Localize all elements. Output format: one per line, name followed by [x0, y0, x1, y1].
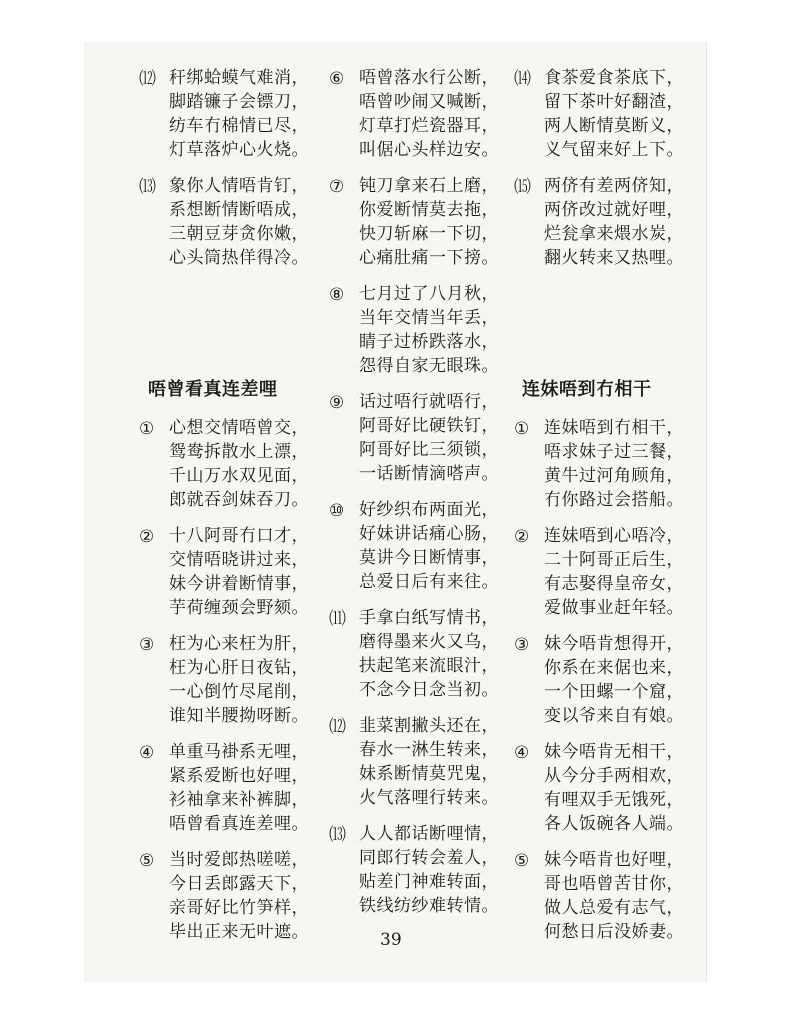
verse-line: 睛子过桥跌落水，: [359, 332, 499, 352]
stanza: [139, 632, 339, 728]
stanza: [514, 524, 714, 620]
verse-line: 留下茶叶好翻渣，: [544, 92, 684, 112]
stanza-number: ⒀: [139, 177, 156, 197]
verse-line: 谁知半腰拗呀断。: [169, 706, 309, 726]
stanza-number: ⑤: [514, 851, 530, 871]
verse-line: 妹今唔肯也好哩，: [544, 850, 684, 870]
stanza-number: ④: [139, 743, 155, 763]
verse-line: 两侪改过就好哩，: [544, 200, 684, 220]
column-right: [514, 66, 714, 282]
verse-line: 两人断情莫断义，: [544, 116, 684, 136]
stanza: [139, 416, 339, 512]
verse-line: 郎就吞剑妹吞刀。: [169, 490, 309, 510]
verse-line: 二十阿哥正后生，: [544, 550, 684, 570]
verse-line: 唔曾落水行公断，: [359, 68, 499, 88]
verse-line: 烂瓮拿来煨水炭，: [544, 224, 684, 244]
verse-line: 一话断情滴嗒声。: [359, 464, 499, 484]
verse-line: 火气落哩行转来。: [359, 788, 499, 808]
verse-line: 十八阿哥冇口才，: [169, 526, 309, 546]
verse-line: 何愁日后没娇妻。: [544, 922, 684, 942]
verse-line: 脚踏镰子会镖刀，: [169, 92, 309, 112]
verse-line: 有志娶得皇帝女，: [544, 574, 684, 594]
verse-line: 三朝豆芽贪你嫩，: [169, 224, 309, 244]
verse-line: 阿哥好比硬铁钉，: [359, 416, 499, 436]
stanza: [139, 848, 339, 944]
verse-line: 七月过了八月秋，: [359, 284, 499, 304]
verse-line: 心想交情唔曾交，: [169, 418, 309, 438]
verse-line: 唔曾吵闹又喊断，: [359, 92, 499, 112]
verse-line: 紧系爱断也好哩，: [169, 766, 309, 786]
column-left: [139, 66, 339, 282]
column-middle: [329, 66, 529, 930]
verse-line: 阿哥好比三须锁，: [359, 440, 499, 460]
stanza: [139, 524, 339, 620]
stanza: [329, 66, 529, 162]
stanza-number: ③: [514, 635, 530, 655]
verse-line: 象你人情唔肯钉，: [169, 176, 309, 196]
stanza: [514, 416, 714, 512]
verse-line: 衫袖拿来补裤脚，: [169, 790, 309, 810]
verse-line: 当时爱郎热嗟嗟，: [169, 850, 309, 870]
stanza-number: ①: [514, 419, 530, 439]
verse-line: 心头筒热佯得冷。: [169, 248, 309, 268]
stanza-number: ⑤: [139, 851, 155, 871]
stanza-number: ⑨: [329, 393, 345, 413]
stanza: [329, 174, 529, 270]
stanza-number: ⑾: [329, 609, 346, 629]
verse-line: 好妹讲话痛心肠，: [359, 524, 499, 544]
verse-line: 枉为心肝日夜钻，: [169, 658, 309, 678]
stanza-number: ⑿: [139, 69, 156, 89]
verse-line: 义气留来好上下。: [544, 140, 684, 160]
verse-line: 毕出正来无叶遮。: [169, 922, 309, 942]
verse-line: 快刀斩麻一下切，: [359, 224, 499, 244]
verse-line: 两侪有差两侪知，: [544, 176, 684, 196]
verse-line: 心痛肚痛一下搒。: [359, 248, 499, 268]
stanza-number: ④: [514, 743, 530, 763]
stanza: [514, 848, 714, 944]
verse-line: 食茶爱食茶底下，: [544, 68, 684, 88]
stanza: [514, 174, 714, 270]
stanza: [514, 740, 714, 836]
column-left-lower: [139, 416, 339, 956]
verse-line: 亲哥好比竹笋样，: [169, 898, 309, 918]
verse-line: 你系在来倨也来，: [544, 658, 684, 678]
verse-line: 手拿白纸写情书，: [359, 608, 499, 628]
stanza-number: ⒀: [329, 825, 346, 845]
stanza-number: ⑿: [329, 717, 346, 737]
verse-line: 纺车冇棉情已尽，: [169, 116, 309, 136]
verse-line: 钝刀拿来石上磨，: [359, 176, 499, 196]
stanza: [139, 740, 339, 836]
column-right-lower: [514, 416, 714, 956]
verse-line: 当年交情当年丢，: [359, 308, 499, 328]
section-heading: 连妹唔到冇相干: [522, 379, 652, 400]
stanza: [514, 66, 714, 162]
verse-line: 一个田螺一个窟，: [544, 682, 684, 702]
verse-line: 黄牛过河角顾角，: [544, 466, 684, 486]
verse-line: 人人都话断哩情，: [359, 824, 499, 844]
verse-line: 叫倨心头样边安。: [359, 140, 499, 160]
stanza-number: ②: [514, 527, 530, 547]
verse-line: 今日丢郎露天下，: [169, 874, 309, 894]
verse-line: 鸳鸯拆散水上漂，: [169, 442, 309, 462]
verse-line: 变以爷来自有娘。: [544, 706, 684, 726]
stanza: [329, 822, 529, 918]
verse-line: 各人饭碗各人端。: [544, 814, 684, 834]
verse-line: 怨得自家无眼珠。: [359, 356, 499, 376]
stanza-number: ⑧: [329, 285, 345, 305]
verse-line: 冇你路过会搭船。: [544, 490, 684, 510]
stanza: [329, 390, 529, 486]
verse-line: 秆绑蛤蟆气难消，: [169, 68, 309, 88]
verse-line: 千山万水双见面，: [169, 466, 309, 486]
verse-line: 翻火转来又热哩。: [544, 248, 684, 268]
stanza-number: ⒁: [514, 69, 531, 89]
verse-line: 总爱日后有来往。: [359, 572, 499, 592]
verse-line: 芋荷缠颈会野颏。: [169, 598, 309, 618]
verse-line: 爱做事业赶年轻。: [544, 598, 684, 618]
stanza: [329, 606, 529, 702]
verse-line: 唔曾看真连差哩。: [169, 814, 309, 834]
stanza-number: ①: [139, 419, 155, 439]
stanza-number: ⒂: [514, 177, 531, 197]
stanza: [139, 66, 339, 162]
verse-line: 连妹唔到心唔冷，: [544, 526, 684, 546]
verse-line: 铁线纺纱难转情。: [359, 896, 499, 916]
stanza-number: ③: [139, 635, 155, 655]
stanza-number: ⑥: [329, 69, 345, 89]
stanza: [329, 714, 529, 810]
stanza-number: ⑩: [329, 501, 345, 521]
verse-line: 不念今日念当初。: [359, 680, 499, 700]
verse-line: 连妹唔到冇相干，: [544, 418, 684, 438]
stanza-number: ②: [139, 527, 155, 547]
verse-line: 妹今唔肯无相干，: [544, 742, 684, 762]
verse-line: 枉为心来枉为肝，: [169, 634, 309, 654]
verse-line: 妹今讲着断情事，: [169, 574, 309, 594]
verse-line: 单重马褂系无哩，: [169, 742, 309, 762]
verse-line: 从今分手两相欢，: [544, 766, 684, 786]
verse-line: 系想断情断唔成，: [169, 200, 309, 220]
verse-line: 好纱织布两面光，: [359, 500, 499, 520]
verse-line: 莫讲今日断情事，: [359, 548, 499, 568]
verse-line: 你爱断情莫去拖，: [359, 200, 499, 220]
stanza: [514, 632, 714, 728]
verse-line: 灯草打烂瓷器耳，: [359, 116, 499, 136]
verse-line: 春水一淋生转来，: [359, 740, 499, 760]
verse-line: 一心倒竹尽尾削，: [169, 682, 309, 702]
stanza: [329, 282, 529, 378]
verse-line: 有哩双手无饿死，: [544, 790, 684, 810]
verse-line: 扶起笔来流眼汁，: [359, 656, 499, 676]
section-heading: 唔曾看真连差哩: [148, 379, 278, 400]
verse-line: 贴差门神难转面，: [359, 872, 499, 892]
verse-line: 妹今唔肯想得开，: [544, 634, 684, 654]
verse-line: 交情唔晓讲过来，: [169, 550, 309, 570]
verse-line: 话过唔行就唔行，: [359, 392, 499, 412]
page-number: 39: [380, 930, 402, 950]
verse-line: 磨得墨来火又乌，: [359, 632, 499, 652]
verse-line: 哥也唔曾苦甘你，: [544, 874, 684, 894]
verse-line: 做人总爱有志气，: [544, 898, 684, 918]
verse-line: 灯草落炉心火烧。: [169, 140, 309, 160]
verse-line: 韭菜割撇头还在，: [359, 716, 499, 736]
verse-line: 唔求妹子过三餐，: [544, 442, 684, 462]
stanza: [139, 174, 339, 270]
stanza-number: ⑦: [329, 177, 345, 197]
verse-line: 妹系断情莫咒鬼，: [359, 764, 499, 784]
verse-line: 同郎行转会羞人，: [359, 848, 499, 868]
stanza: [329, 498, 529, 594]
